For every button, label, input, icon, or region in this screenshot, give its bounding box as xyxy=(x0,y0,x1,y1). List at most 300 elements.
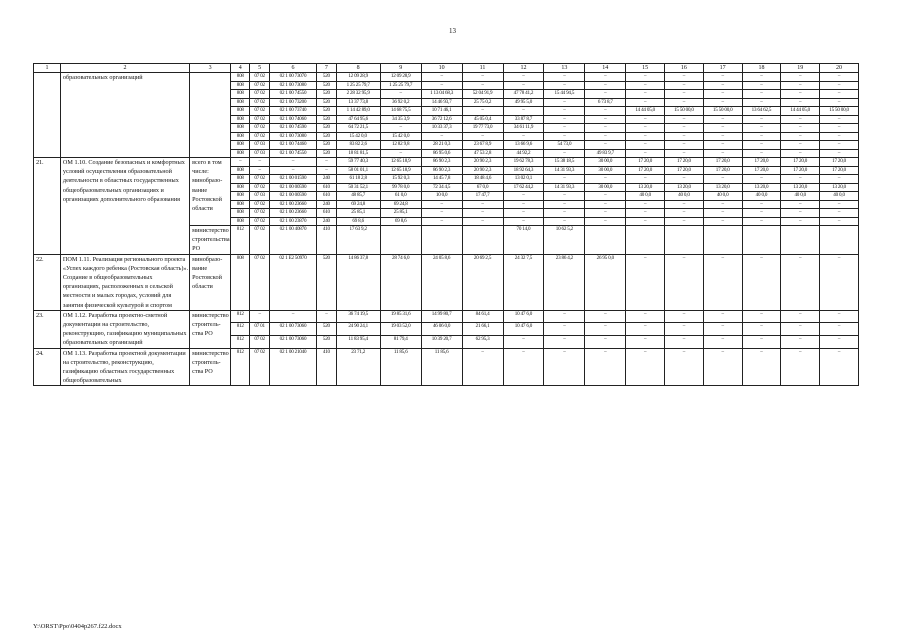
table-cell: – xyxy=(626,175,665,184)
table-cell: 520 xyxy=(317,124,336,133)
table-cell: 18 48 4,6 xyxy=(462,175,503,184)
table-cell: 23 86 4,2 xyxy=(544,254,585,310)
table-cell: 14 31 93,3 xyxy=(544,183,585,192)
table-cell: 02 1 00 74460 xyxy=(269,141,316,150)
table-cell: 17 20,0 xyxy=(820,166,859,175)
table-cell: – xyxy=(462,81,503,90)
table-cell: 07 02 xyxy=(250,200,269,209)
table-cell: 25 85,1 xyxy=(336,209,380,218)
column-number: 4 xyxy=(231,64,250,73)
item-number: 24. xyxy=(34,348,61,386)
column-number: 10 xyxy=(421,64,462,73)
table-cell: – xyxy=(626,141,665,150)
table-cell: 40 0,0 xyxy=(703,192,742,201)
table-cell: 808 xyxy=(231,81,250,90)
table-cell: 14 44 05,0 xyxy=(781,107,820,116)
budget-table xyxy=(33,63,859,386)
table-cell: 520 xyxy=(317,132,336,141)
table-cell: – xyxy=(585,192,626,201)
table-cell: 25 75 0,2 xyxy=(462,98,503,107)
table-cell: 69 24,8 xyxy=(336,200,380,209)
table-cell: – xyxy=(585,115,626,124)
table-cell: 45 05 0,4 xyxy=(462,115,503,124)
table-cell: 520 xyxy=(317,141,336,150)
table-cell: – xyxy=(585,124,626,133)
table-cell: – xyxy=(820,115,859,124)
table-cell: – xyxy=(703,90,742,99)
table-cell: 02 1 00 73080 xyxy=(269,81,316,90)
table-cell: – xyxy=(317,158,336,167)
table-cell: – xyxy=(781,141,820,150)
table-cell: 19 03 52,0 xyxy=(380,323,421,336)
table-cell: 15 38 18,5 xyxy=(544,158,585,167)
table-cell: – xyxy=(269,166,316,175)
table-cell: 13 37 73,8 xyxy=(336,98,380,107)
table-cell: 02 1 00 40870 xyxy=(269,226,316,255)
table-cell: – xyxy=(585,141,626,150)
table-cell: 17 63 9,2 xyxy=(336,226,380,255)
column-number: 8 xyxy=(336,64,380,73)
column-number: 1 xyxy=(34,64,61,73)
column-number: 19 xyxy=(781,64,820,73)
measure-name: ОМ 1.12. Разработка проектно-сметной документации на строительство, реконструкцию, газификацию муниципальных образовательных организаций xyxy=(60,310,189,348)
table-cell: – xyxy=(585,209,626,218)
table-cell: – xyxy=(703,124,742,133)
column-number: 3 xyxy=(190,64,231,73)
table-cell: 07 02 xyxy=(250,132,269,141)
table-cell xyxy=(665,226,704,255)
table-cell: 46 06 0,0 xyxy=(421,323,462,336)
table-cell: – xyxy=(781,81,820,90)
table-cell: 36 92 0,2 xyxy=(380,98,421,107)
table-cell: 69 8,6 xyxy=(380,217,421,226)
table-cell: 520 xyxy=(317,81,336,90)
table-cell: 86 95 0,6 xyxy=(421,149,462,158)
table-cell: 02 1 00 73200 xyxy=(269,98,316,107)
table-cell: – xyxy=(544,209,585,218)
table-cell: 19 85 31,6 xyxy=(380,310,421,323)
table-cell: 28 21 0,3 xyxy=(421,141,462,150)
table-cell: 808 xyxy=(231,254,250,310)
table-cell: 812 xyxy=(231,348,250,386)
table-cell: – xyxy=(781,336,820,349)
table-cell: – xyxy=(626,73,665,82)
table-cell: – xyxy=(269,310,316,323)
table-cell: – xyxy=(544,107,585,116)
table-cell: – xyxy=(544,348,585,386)
table-cell: – xyxy=(665,149,704,158)
table-cell: 30 00,0 xyxy=(585,183,626,192)
table-cell: 610 xyxy=(317,209,336,218)
table-cell: – xyxy=(781,209,820,218)
table-cell: 02 1 00 74060 xyxy=(269,115,316,124)
table-cell: 47 64 95,6 xyxy=(336,115,380,124)
table-cell: – xyxy=(781,175,820,184)
table-cell: 86 90 2,3 xyxy=(421,158,462,167)
table-cell: 40 0,0 xyxy=(742,192,781,201)
table-cell: – xyxy=(585,217,626,226)
table-cell: – xyxy=(421,217,462,226)
table-cell: – xyxy=(544,323,585,336)
table-cell: – xyxy=(626,98,665,107)
table-cell: 15 50 00,0 xyxy=(703,107,742,116)
table-cell: – xyxy=(820,348,859,386)
table-cell: 25 85,1 xyxy=(380,209,421,218)
table-cell: – xyxy=(703,200,742,209)
table-cell: – xyxy=(462,132,503,141)
executor: министерство строительства РО xyxy=(190,226,231,255)
table-cell: 48 85,7 xyxy=(336,192,380,201)
column-number: 2 xyxy=(60,64,189,73)
table-cell: – xyxy=(503,200,544,209)
table-cell: – xyxy=(820,141,859,150)
table-cell: 808 xyxy=(231,124,250,133)
table-cell: 07 02 xyxy=(250,254,269,310)
column-number: 14 xyxy=(585,64,626,73)
table-cell: 58 01 01,1 xyxy=(336,166,380,175)
table-cell: 12 09 28,9 xyxy=(380,73,421,82)
table-cell: – xyxy=(544,310,585,323)
table-cell: – xyxy=(585,90,626,99)
table-cell: 47 78 41,2 xyxy=(503,90,544,99)
table-cell: 72 34 4,5 xyxy=(421,183,462,192)
table-cell: 1 25 25 79,7 xyxy=(380,81,421,90)
table-cell: – xyxy=(421,200,462,209)
measure-name: ОМ 1.10. Создание безопасных и комфортных условий осуществления образовательной деятельности в областных государственных общеобразовательных организациях и организациях дополнительного образования xyxy=(60,158,189,255)
table-cell: – xyxy=(742,81,781,90)
column-number: 18 xyxy=(742,64,781,73)
table-cell: – xyxy=(503,73,544,82)
table-cell: – xyxy=(503,209,544,218)
table-cell: 520 xyxy=(317,98,336,107)
table-cell: – xyxy=(665,323,704,336)
table-cell: – xyxy=(665,90,704,99)
table-cell: 808 xyxy=(231,98,250,107)
table-cell xyxy=(742,226,781,255)
table-cell: – xyxy=(665,310,704,323)
table-cell: 52 04 91,9 xyxy=(462,90,503,99)
table-cell: 14 86 37,8 xyxy=(336,254,380,310)
table-row xyxy=(34,310,859,323)
table-cell: 1 13 04 68,3 xyxy=(421,90,462,99)
table-cell: 59 77 40,3 xyxy=(336,158,380,167)
table-cell: 02 1 00 73080 xyxy=(269,132,316,141)
item-number: 23. xyxy=(34,310,61,348)
column-number: 13 xyxy=(544,64,585,73)
table-cell: – xyxy=(820,209,859,218)
table-cell: – xyxy=(703,132,742,141)
table-cell: – xyxy=(781,115,820,124)
table-row xyxy=(34,254,859,310)
table-cell: 410 xyxy=(317,348,336,386)
table-cell: – xyxy=(544,149,585,158)
table-cell: 808 xyxy=(231,73,250,82)
table-cell: 520 xyxy=(317,336,336,349)
page-number: 13 xyxy=(449,27,456,35)
column-number: 17 xyxy=(703,64,742,73)
item-number xyxy=(34,73,61,158)
table-cell: 15 44 94,5 xyxy=(544,90,585,99)
table-cell: – xyxy=(665,73,704,82)
table-cell: – xyxy=(250,166,269,175)
table-cell: 02 1 00 74550 xyxy=(269,149,316,158)
table-cell: 83 82 2,6 xyxy=(336,141,380,150)
table-cell: 64 72 21,5 xyxy=(336,124,380,133)
table-cell: – xyxy=(380,149,421,158)
table-cell: 17 20,0 xyxy=(665,158,704,167)
measure-name: ОМ 1.13. Разработка проектной документации на строительство, реконструкцию, газификацию областных государственных общеобразовательных xyxy=(60,348,189,386)
table-cell: 07 02 xyxy=(250,183,269,192)
table-cell: – xyxy=(742,141,781,150)
table-cell: 24 90 24,1 xyxy=(336,323,380,336)
table-cell: 808 xyxy=(231,115,250,124)
table-cell: – xyxy=(503,336,544,349)
table-cell: 12 65 18,9 xyxy=(380,158,421,167)
table-cell: 07 02 xyxy=(250,226,269,255)
table-cell: 21 66,1 xyxy=(462,323,503,336)
table-cell: – xyxy=(544,336,585,349)
table-cell: – xyxy=(269,158,316,167)
table-cell: 520 xyxy=(317,107,336,116)
table-cell: 61 18 2,8 xyxy=(336,175,380,184)
table-cell: – xyxy=(665,115,704,124)
column-number: 20 xyxy=(820,64,859,73)
table-cell: 02 1 00 74590 xyxy=(269,124,316,133)
table-cell: 47 53 2,8 xyxy=(462,149,503,158)
table-cell: 13 20,0 xyxy=(820,183,859,192)
table-cell xyxy=(820,226,859,255)
table-cell: 07 02 xyxy=(250,107,269,116)
table-cell: – xyxy=(626,348,665,386)
table-cell: 49 95 5,0 xyxy=(503,98,544,107)
table-cell: – xyxy=(544,98,585,107)
table-cell: 02 1 00 23660 xyxy=(269,200,316,209)
table-cell: 24 32 7,5 xyxy=(503,254,544,310)
table-cell xyxy=(781,226,820,255)
table-cell: 02 1 00 21040 xyxy=(269,348,316,386)
table-cell: 17 20,0 xyxy=(703,158,742,167)
table-cell: 812 xyxy=(231,323,250,336)
column-number: 16 xyxy=(665,64,704,73)
table-cell: 30 00,0 xyxy=(585,158,626,167)
table-cell: – xyxy=(503,217,544,226)
table-cell: – xyxy=(626,254,665,310)
table-cell: – xyxy=(462,107,503,116)
table-cell xyxy=(462,226,503,255)
table-cell: – xyxy=(703,141,742,150)
table-cell: 02 1 00 73740 xyxy=(269,107,316,116)
table-cell: – xyxy=(421,73,462,82)
table-cell: 240 xyxy=(317,217,336,226)
table-cell: – xyxy=(585,336,626,349)
table-cell: 23 71,2 xyxy=(336,348,380,386)
table-cell: – xyxy=(544,132,585,141)
table-cell: 07 02 xyxy=(250,90,269,99)
table-cell: – xyxy=(665,141,704,150)
table-cell: 70 14,0 xyxy=(503,226,544,255)
table-cell: 02 1 00 73060 xyxy=(269,323,316,336)
table-cell: 28 74 6,0 xyxy=(380,254,421,310)
table-cell: 99 78 0,0 xyxy=(380,183,421,192)
table-cell: 13 64 62,5 xyxy=(742,107,781,116)
table-cell: – xyxy=(781,149,820,158)
table-cell: – xyxy=(820,132,859,141)
table-cell: 17 62 44,2 xyxy=(503,183,544,192)
table-cell: – xyxy=(703,310,742,323)
table-cell: – xyxy=(544,200,585,209)
file-path-footer: Y:\ORST\Ppo\0404p267.f22.docx xyxy=(33,623,122,630)
table-cell: – xyxy=(781,90,820,99)
table-cell: – xyxy=(820,200,859,209)
table-cell: 17 20,0 xyxy=(626,166,665,175)
executor xyxy=(190,73,231,158)
table-cell xyxy=(380,226,421,255)
table-cell: 40 0,0 xyxy=(665,192,704,201)
table-cell: 1 25 25 79,7 xyxy=(336,81,380,90)
table-cell: 14 45 7,8 xyxy=(421,175,462,184)
table-cell: 520 xyxy=(317,254,336,310)
table-cell: 34 35 3,9 xyxy=(380,115,421,124)
table-cell: 15 42 0,0 xyxy=(380,132,421,141)
table-cell: – xyxy=(742,323,781,336)
table-cell: 2 28 32 95,9 xyxy=(336,90,380,99)
table-cell: 808 xyxy=(231,192,250,201)
table-cell: – xyxy=(742,254,781,310)
executor: министерство строитель-ства РО xyxy=(190,348,231,386)
table-cell: – xyxy=(703,209,742,218)
table-cell: 62 95,3 xyxy=(462,336,503,349)
table-cell: – xyxy=(781,200,820,209)
table-cell: – xyxy=(820,73,859,82)
table-cell: 67 0,0 xyxy=(462,183,503,192)
table-cell: 07 02 xyxy=(250,336,269,349)
table-cell: – xyxy=(665,98,704,107)
table-cell: 24 05 8,6 xyxy=(421,254,462,310)
table-cell: 17 20,0 xyxy=(626,158,665,167)
table-cell: 10 47 6,0 xyxy=(503,310,544,323)
table-cell: 808 xyxy=(231,132,250,141)
table-cell: – xyxy=(703,323,742,336)
table-cell: – xyxy=(665,336,704,349)
table-cell: 18 92 64,3 xyxy=(503,166,544,175)
table-cell: 02 1 00 00590 xyxy=(269,192,316,201)
table-cell: – xyxy=(503,107,544,116)
table-cell: – xyxy=(820,217,859,226)
table-cell: 07 03 xyxy=(250,141,269,150)
table-cell: 86 90 2,3 xyxy=(421,166,462,175)
table-cell: 26 95 0,0 xyxy=(585,254,626,310)
table-row xyxy=(34,158,859,167)
table-cell: 13 20,0 xyxy=(626,183,665,192)
table-cell: – xyxy=(626,200,665,209)
table-cell: 17 20,0 xyxy=(781,166,820,175)
table-cell: – xyxy=(665,254,704,310)
table-cell: 808 xyxy=(231,90,250,99)
table-cell: – xyxy=(781,217,820,226)
table-cell: 12 09 28,9 xyxy=(336,73,380,82)
table-cell: 808 xyxy=(231,183,250,192)
table-cell: 17 20,0 xyxy=(665,166,704,175)
table-cell: 17 20,0 xyxy=(742,166,781,175)
table-cell: 20 90 2,3 xyxy=(462,158,503,167)
table-cell: 12 65 18,9 xyxy=(380,166,421,175)
table-cell: 17 47,7 xyxy=(462,192,503,201)
table-cell: – xyxy=(665,81,704,90)
table-cell: 10 39 20,7 xyxy=(421,336,462,349)
column-number: 6 xyxy=(269,64,316,73)
table-cell: 07 02 xyxy=(250,73,269,82)
table-cell: 808 xyxy=(231,217,250,226)
table-cell: 02 1 00 74550 xyxy=(269,90,316,99)
table-cell: 19 62 78,3 xyxy=(503,158,544,167)
table-cell: – xyxy=(781,254,820,310)
table-cell: – xyxy=(742,124,781,133)
table-cell: – xyxy=(626,124,665,133)
table-cell: 1 14 42 89,0 xyxy=(336,107,380,116)
table-cell: 17 20,0 xyxy=(820,158,859,167)
table-cell: 15 50 00,0 xyxy=(665,107,704,116)
table-cell: – xyxy=(626,310,665,323)
executor: министерство строитель-ства РО xyxy=(190,310,231,348)
table-cell: 30 00,0 xyxy=(585,166,626,175)
table-cell: 69 8,6 xyxy=(336,217,380,226)
table-cell: 02 1 00 73060 xyxy=(269,336,316,349)
table-cell: 13 20,0 xyxy=(742,183,781,192)
table-cell: – xyxy=(665,200,704,209)
table-cell: – xyxy=(585,107,626,116)
table-cell: 808 xyxy=(231,166,250,175)
table-cell: – xyxy=(503,81,544,90)
table-cell: 07 03 xyxy=(250,192,269,201)
column-number: 5 xyxy=(250,64,269,73)
table-cell: – xyxy=(544,124,585,133)
table-cell: 07 01 xyxy=(250,323,269,336)
table-cell: – xyxy=(742,200,781,209)
table-cell: – xyxy=(820,81,859,90)
table-cell: – xyxy=(703,98,742,107)
table-cell: 20 90 2,3 xyxy=(462,166,503,175)
table-row xyxy=(34,348,859,386)
table-cell: – xyxy=(820,175,859,184)
table-cell: 14 68 75,5 xyxy=(380,107,421,116)
table-cell: – xyxy=(585,200,626,209)
table-cell: – xyxy=(820,98,859,107)
table-cell: 69 24,8 xyxy=(380,200,421,209)
table-cell: 11 85,6 xyxy=(421,348,462,386)
table-cell: – xyxy=(544,81,585,90)
table-cell xyxy=(421,226,462,255)
table-cell: 610 xyxy=(317,183,336,192)
table-cell: 20 69 2,5 xyxy=(462,254,503,310)
table-cell: 07 02 xyxy=(250,124,269,133)
table-cell: – xyxy=(820,90,859,99)
table-cell: 520 xyxy=(317,90,336,99)
table-cell: 02 1 00 73070 xyxy=(269,73,316,82)
table-cell: – xyxy=(503,348,544,386)
table-cell: 84 61,4 xyxy=(462,310,503,323)
table-cell: 11 83 95,4 xyxy=(336,336,380,349)
item-number: 21. xyxy=(34,158,61,255)
table-cell: – xyxy=(742,98,781,107)
table-cell: 02 1 00 01590 xyxy=(269,175,316,184)
table-cell: – xyxy=(544,175,585,184)
table-cell: – xyxy=(250,310,269,323)
table-cell: – xyxy=(703,336,742,349)
table-cell: 812 xyxy=(231,310,250,323)
table-cell: 520 xyxy=(317,149,336,158)
table-cell: – xyxy=(585,175,626,184)
table-cell: – xyxy=(231,158,250,167)
